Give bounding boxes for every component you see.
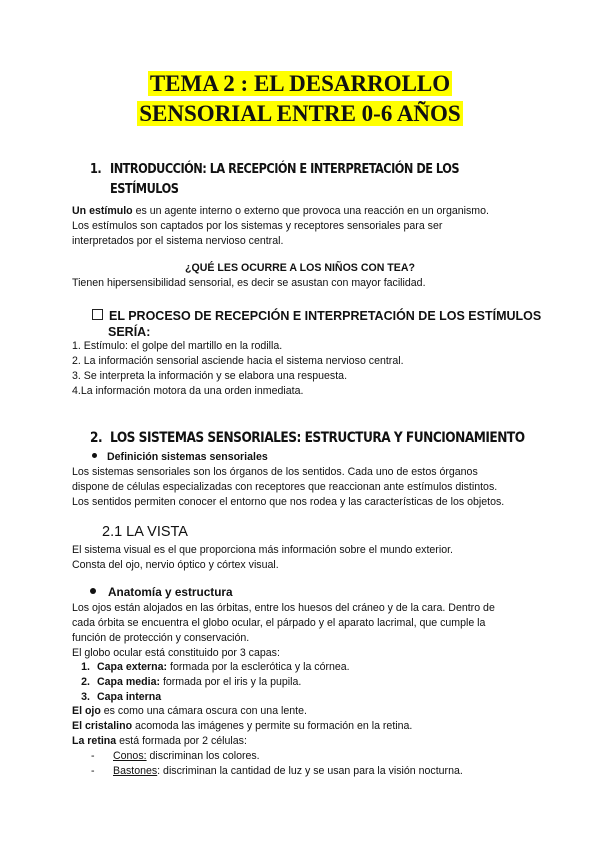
- section-1-heading-line-1: INTRODUCCIÓN: LA RECEPCIÓN E INTERPRETACIÓN DE LOS: [110, 162, 459, 177]
- celula-text: discriminan los colores.: [146, 750, 260, 762]
- bullet-dot-icon: [92, 453, 97, 458]
- retina-definition: está formada por 2 células:: [116, 735, 247, 747]
- celula-item-conos: [91, 749, 260, 764]
- proceso-heading-line-2: SERÍA:: [108, 325, 151, 339]
- step-2: 2. La información sensorial asciende hacia el sistema nervioso central.: [72, 355, 404, 367]
- tea-question: ¿QUÉ LES OCURRE A LOS NIÑOS CON TEA?: [185, 262, 415, 274]
- definicion-bullet: [92, 450, 268, 465]
- vista-line-2: Consta del ojo, nervio óptico y córtex visual.: [72, 559, 279, 571]
- capa-number: 3.: [81, 691, 90, 703]
- definicion-label: Definición sistemas sensoriales: [107, 451, 268, 463]
- anatomia-line-4: El globo ocular está constituido por 3 capas:: [72, 647, 280, 659]
- celula-label: Conos:: [113, 750, 147, 762]
- capa-item-1: [72, 660, 350, 675]
- tea-answer: Tienen hipersensibilidad sensorial, es decir se asustan con mayor facilidad.: [72, 277, 426, 289]
- paragraph-estimulo-2: Los estímulos son captados por los sistemas y receptores sensoriales para ser: [72, 220, 443, 232]
- capa-text: formada por la esclerótica y la córnea.: [167, 661, 350, 673]
- section-1-heading-line-2: ESTÍMULOS: [110, 182, 179, 197]
- ojo-line: [72, 704, 307, 719]
- anatomia-line-2: cada órbita se encuentra el globo ocular, el párpado y el aparato lacrimal, que cumple la: [72, 617, 486, 629]
- anatomia-label: Anatomía y estructura: [108, 585, 233, 599]
- step-4: 4.La información motora da una orden inmediata.: [72, 385, 304, 397]
- cristalino-line: [72, 719, 412, 734]
- cristalino-definition: acomoda las imágenes y permite su formación en la retina.: [132, 720, 413, 732]
- capa-label: Capa media:: [97, 676, 160, 688]
- capa-item-2: [72, 675, 301, 690]
- section-2-number: 2.: [90, 430, 103, 446]
- bullet-dot-icon: [90, 588, 96, 594]
- anatomia-bullet: [90, 585, 233, 600]
- step-1: 1. Estímulo: el golpe del martillo en la rodilla.: [72, 340, 283, 352]
- cristalino-term: El cristalino: [72, 720, 133, 732]
- celula-label: Bastones: [113, 765, 158, 777]
- retina-line: [72, 734, 247, 749]
- proceso-heading-line-1: [92, 308, 541, 324]
- estimulo-definition: es un agente interno o externo que provoca una reacción en un organismo.: [132, 205, 489, 217]
- anatomia-line-3: función de protección y conservación.: [72, 632, 250, 644]
- paragraph-estimulo-3: interpretados por el sistema nervioso central.: [72, 235, 284, 247]
- document-title: [0, 69, 600, 129]
- title-line-1: TEMA 2 : EL DESARROLLO: [149, 71, 451, 96]
- capa-item-3: [72, 690, 161, 705]
- definicion-line-1: Los sistemas sensoriales son los órganos de los sentidos. Cada uno de estos órganos: [72, 466, 478, 478]
- celula-item-bastones: [91, 764, 463, 779]
- dash-marker: -: [91, 765, 95, 777]
- ojo-term: El ojo: [72, 705, 101, 717]
- ojo-definition: es como una cámara oscura con una lente.: [100, 705, 307, 717]
- capa-label: Capa externa:: [97, 661, 168, 673]
- capa-number: 1.: [81, 661, 90, 673]
- definicion-line-3: Los sentidos permiten conocer el entorno que nos rodea y las características de los objetos.: [72, 496, 505, 508]
- estimulo-term: Un estímulo: [72, 205, 133, 217]
- definicion-line-2: dispone de células especializadas con receptores que reaccionan ante estímulos distintos.: [72, 481, 498, 493]
- capa-label: Capa interna: [97, 691, 162, 703]
- celula-text: : discriminan la cantidad de luz y se usan para la visión nocturna.: [157, 765, 463, 777]
- section-1-number: 1.: [90, 162, 102, 177]
- vista-line-1: El sistema visual es el que proporciona más información sobre el mundo exterior.: [72, 544, 453, 556]
- vista-heading: 2.1 LA VISTA: [102, 524, 188, 540]
- step-3: 3. Se interpreta la información y se elabora una respuesta.: [72, 370, 348, 382]
- retina-term: La retina: [72, 735, 117, 747]
- title-line-2: SENSORIAL ENTRE 0-6 AÑOS: [139, 101, 461, 126]
- paragraph-estimulo-1: [72, 204, 489, 219]
- section-2-heading: LOS SISTEMAS SENSORIALES: ESTRUCTURA Y FUNCIONAMIENTO: [110, 430, 525, 446]
- capa-number: 2.: [81, 676, 90, 688]
- dash-marker: -: [91, 750, 95, 762]
- checkbox-icon: [92, 309, 103, 320]
- capa-text: formada por el iris y la pupila.: [160, 676, 302, 688]
- proceso-heading-text: EL PROCESO DE RECEPCIÓN E INTERPRETACIÓN DE LOS ESTÍMULOS: [109, 309, 542, 323]
- anatomia-line-1: Los ojos están alojados en las órbitas, entre los huesos del cráneo y de la cara. Dentro de: [72, 602, 495, 614]
